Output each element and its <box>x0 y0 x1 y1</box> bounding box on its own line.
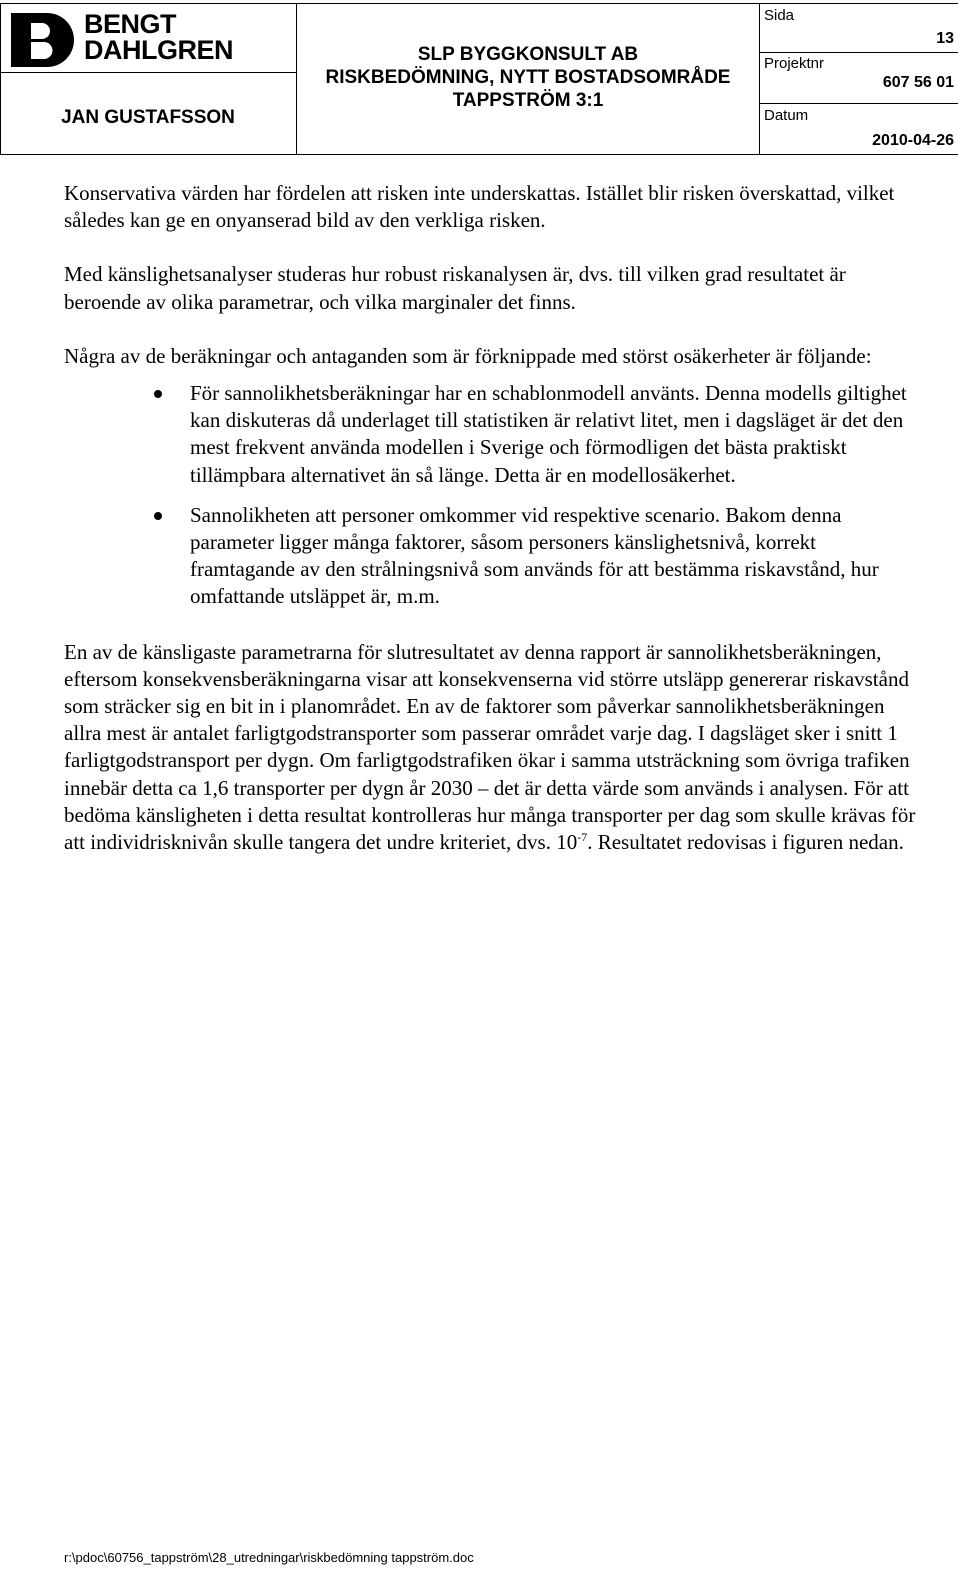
header-meta-divider-2 <box>760 103 958 104</box>
header-border-top <box>0 3 958 4</box>
bullet-icon <box>154 512 162 520</box>
paragraph-sensitivity-analysis: Med känslighetsanalyser studeras hur robust riskanalysen är, dvs. till vilken grad resultatet är beroende av olika parametrar, och vilka marginaler det finns. <box>64 262 846 314</box>
document-header <box>0 3 958 155</box>
list-item-text: För sannolikhetsberäkningar har en schablonmodell använts. Denna modells giltighet kan diskuteras då underlaget till statistiken är relativt litet, men i dagsläget är det den mest frekvent använda modellen i Sverige och förmodligen det bästa praktiskt tillämpbara alternativet än så länge. Detta är en modellosäkerhet. <box>190 381 907 487</box>
title-line-1: SLP BYGGKONSULT AB <box>417 44 639 65</box>
paragraph-conservative-values: Konservativa värden har fördelen att risken inte underskattas. Istället blir risken överskattad, vilket således kan ge en onyanserad bild av den verkliga risken. <box>64 181 895 233</box>
paragraph-main-text: En av de känsligaste parametrarna för slutresultatet av denna rapport är sannolikhetsberäkningen, eftersom konsekvensberäkningarna visar att konsekvenserna vid större utsläpp genererar riskavstånd som sträcker sig en bit in i planområdet. En av de faktorer som påverkar sannolikhetsberäkningen allra mest är antalet farligtgodstransporter som passerar området varje dag. I dagsläget sker i snitt 1 farligtgodstransport per dygn. Om farligtgodstrafiken ökar i samma utsträckning som övriga trafiken innebär detta ca 1,6 transporter per dygn år 2030 – det är detta värde som används i analysen. För att bedöma känsligheten i detta resultat kontrolleras hur många transporter per dag som skulle krävas för att individrisknivån skulle tangera det undre kriteriet, dvs. 10 <box>64 639 916 855</box>
title-line-2: RISKBEDÖMNING, NYTT BOSTADSOMRÅDE <box>325 67 731 88</box>
exponent: -7 <box>577 830 588 845</box>
title-line-3: TAPPSTRÖM 3:1 <box>452 90 604 111</box>
list-item <box>64 380 924 489</box>
date-label: Datum <box>764 107 809 124</box>
list-item <box>64 502 924 611</box>
company-logo <box>8 7 296 73</box>
page-label: Sida <box>764 7 795 24</box>
date-value: 2010-04-26 <box>872 132 954 149</box>
logo-line-2: DAHLGREN <box>84 35 233 65</box>
logo-line-1: BENGT <box>84 9 176 39</box>
project-label: Projektnr <box>764 55 825 72</box>
header-meta-divider-1 <box>760 52 958 53</box>
bullet-icon <box>154 390 162 398</box>
header-border-bottom <box>0 154 958 155</box>
paragraph-sensitivity-result <box>64 639 924 857</box>
bengt-dahlgren-logo-mark <box>11 13 81 67</box>
header-divider-2 <box>759 3 760 155</box>
list-item-text: Sannolikheten att personer omkommer vid respektive scenario. Bakom denna parameter ligger många faktorer, såsom personers känslighetsnivå, korrekt framtagande av den strålningsnivå som används för att bestämma riskavstånd, hur omfattande utsläppet är, m.m. <box>190 502 879 609</box>
header-border-left <box>0 3 1 155</box>
document-title <box>297 43 759 112</box>
paragraph-tail-text: . Resultatet redovisas i figuren nedan. <box>587 830 904 855</box>
document-body <box>64 180 924 883</box>
project-number: 607 56 01 <box>882 74 954 91</box>
paragraph-uncertainties-intro: Några av de beräkningar och antaganden som är förknippade med störst osäkerheter är följande: <box>64 343 872 368</box>
logo-wordmark <box>84 11 233 63</box>
file-path-footer: r:\pdoc\60756_tappström\28_utredningar\riskbedömning tappström.doc <box>64 1550 474 1565</box>
uncertainty-list <box>64 380 924 611</box>
author-name: JAN GUSTAFSSON <box>61 107 235 128</box>
page-number: 13 <box>936 30 954 47</box>
